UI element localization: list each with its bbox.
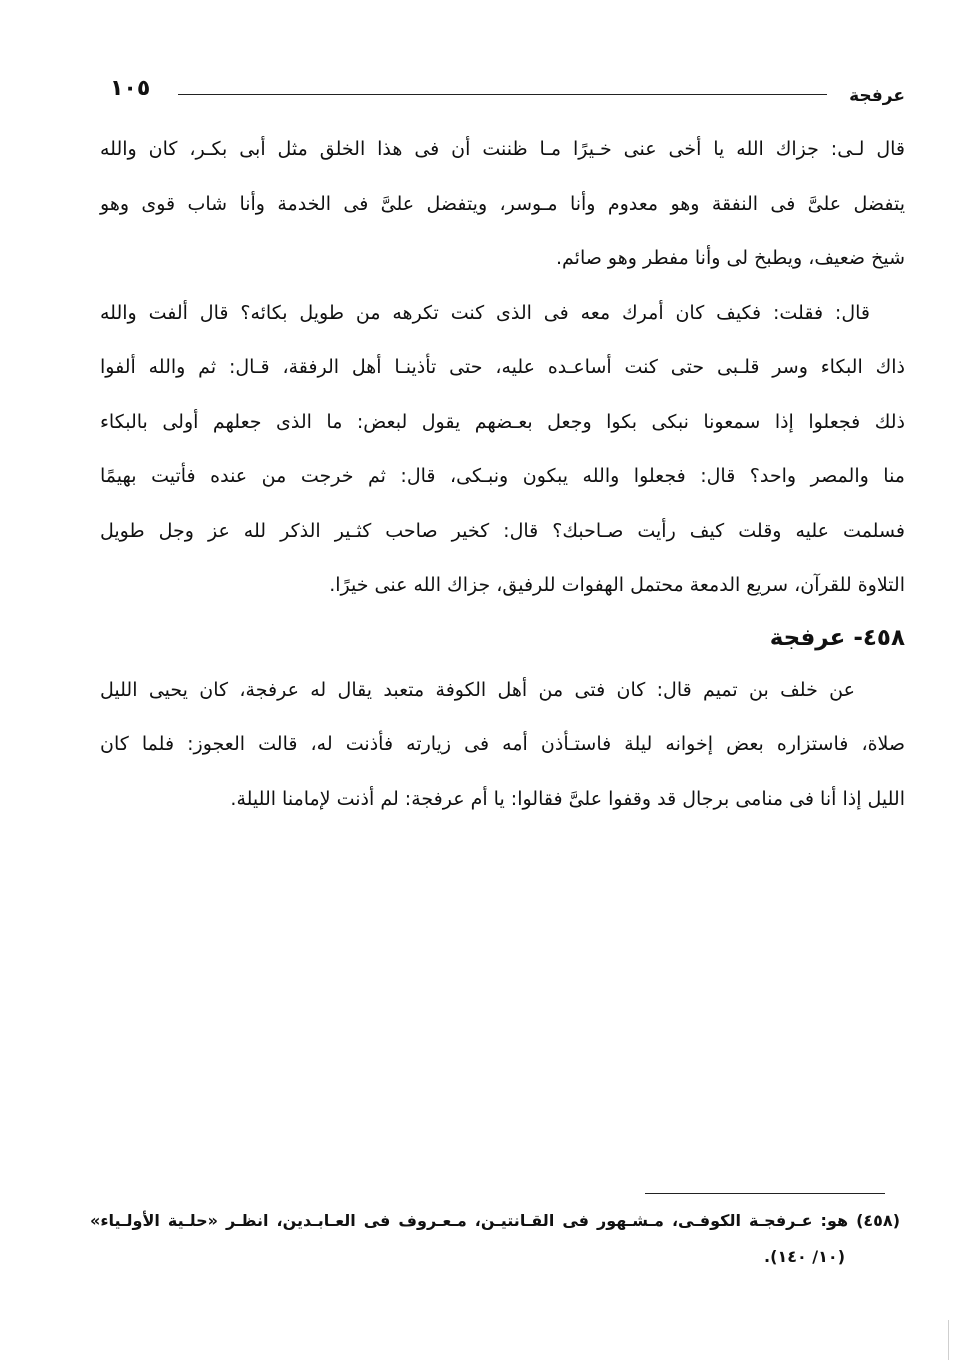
- header-rule: [178, 94, 827, 95]
- section-paragraph: [100, 663, 905, 827]
- text-line: منا والمصر واحد؟ قال: فجعلوا والله يبكون ونبـكى، قال: ثم خرجت من عنده فأتيت بهيمًا: [100, 465, 905, 487]
- page-number: ١٠٥: [110, 76, 151, 101]
- body-text: [100, 122, 905, 826]
- text-line: قال: فقلت: فكيف كان أمرك معه فى الذى كنت تكرهه من طويل بكائه؟ قال ألفت والله: [100, 301, 870, 324]
- running-title: عرفجة: [849, 86, 905, 106]
- section-title: ٤٥٨- عرفجة: [769, 624, 905, 651]
- paragraph-1: [100, 122, 905, 286]
- text-line: التلاوة للقرآن، سريع الدمعة محتمل الهفوات للرفيق، جزاك الله عنى خيرًا.: [329, 574, 905, 596]
- footnote-line: (٤٥٨) هو: عـرفجـة الكوفـى، مـشـهور فى القـانتيـن، مـعـروف فى العـابـدين، انظـر «حلـية الأولـياء»: [90, 1211, 900, 1230]
- text-line: فسلمت عليه وقلت كيف رأيت صـاحبك؟ قال: كخير صاحب كثـير الذكر لله عز وجل طويل: [100, 519, 905, 542]
- scan-edge-mark: [948, 1320, 949, 1360]
- footnote-rule: [645, 1193, 885, 1194]
- text-line: شيخ ضعيف، ويطبخ لى وأنا مفطر وهو صائم.: [556, 247, 905, 269]
- text-line: صلاة، فاستزاره بعض إخوانه ليلة فاستـأذن أمه فى زيارته فأذنت له، قالت العجوز: فلما كان: [100, 733, 905, 755]
- page-header: [100, 72, 905, 112]
- text-line: عن خلف بن تميم قال: كان فتى من أهل الكوفة متعبد يقال له عرفجة، كان يحيى الليل: [100, 678, 855, 701]
- text-line: يتفضل علىَّ فى النفقة وهو معدوم وأنا مـوسر، ويتفضل علىَّ فى الخدمة وأنا شاب قوى وهو: [100, 192, 905, 215]
- footnote-line: (١٠/ ١٤٠).: [764, 1247, 845, 1266]
- text-line: ذاك البكاء وسر قلـبى حتى كنت أساعـده عليه، حتى تأذينـا أهل الرفقة، قـال: ثم والله ألفوا: [100, 356, 905, 378]
- text-line: الليل إذا أنا فى منامى برجال قد وقفوا علىَّ فقالوا: يا أم عرفجة: لم أذنت لإمامنا الليلة.: [230, 787, 905, 810]
- text-line: ذلك فجعلوا إذا سمعونا نبكى بكوا وجعل بعـضهم يقول لبعض: ما الذى جعلهم أولى بالبكاء: [100, 410, 905, 433]
- footnote: [90, 1203, 900, 1275]
- text-line: قال لـى: جزاك الله يا أخى عنى خـيرًا مـا ظننت أن فى هذا الخلق مثل أبى بكـر، كان والله: [100, 138, 905, 160]
- paragraph-2: [100, 286, 905, 613]
